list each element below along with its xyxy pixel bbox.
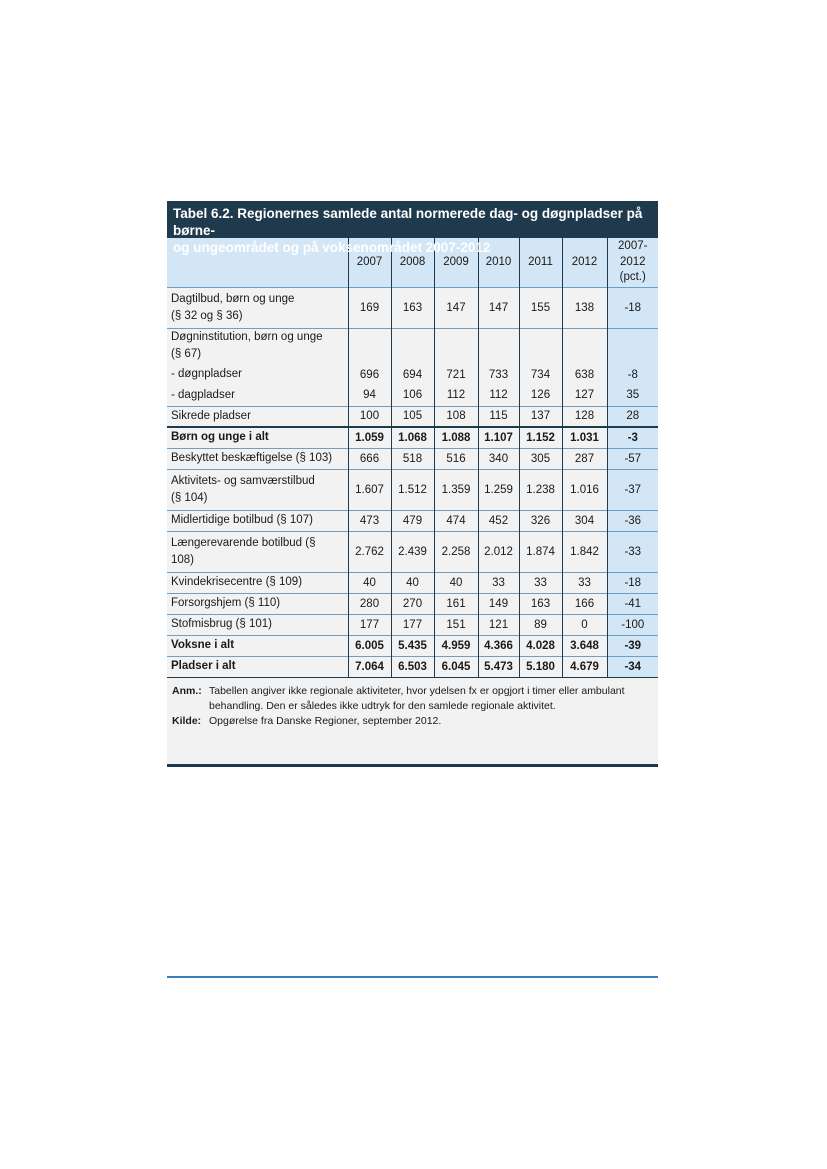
table-notes (167, 677, 658, 729)
row-label-line: 108) (171, 553, 195, 566)
value-cell: 161 (434, 593, 478, 614)
change-cell: -34 (607, 656, 658, 677)
value-cell: 138 (562, 287, 607, 328)
row-label-line: Midlertidige botilbud (§ 107) (171, 514, 313, 526)
change-cell: -18 (607, 287, 658, 328)
row-label-line: Pladser i alt (171, 660, 236, 673)
value-cell: 2.762 (348, 531, 391, 572)
table-row (167, 469, 658, 510)
row-label-line: Kvindekrisecentre (§ 109) (171, 576, 303, 588)
table-row (167, 427, 658, 448)
value-cell: 166 (562, 593, 607, 614)
value-cell: 108 (434, 406, 478, 427)
table-row (167, 385, 658, 406)
value-cell: 112 (434, 385, 478, 406)
value-cell: 100 (348, 406, 391, 427)
value-cell: 33 (519, 572, 562, 593)
value-cell: 1.088 (434, 427, 478, 448)
value-cell: 128 (562, 406, 607, 427)
value-cell: 2.012 (478, 531, 519, 572)
year-header: 2009 (434, 238, 478, 287)
row-label-line: Døgninstitution, børn og unge (171, 330, 323, 343)
value-cell: 126 (519, 385, 562, 406)
value-cell: 151 (434, 614, 478, 635)
value-cell: 6.045 (434, 656, 478, 677)
value-cell: 40 (391, 572, 434, 593)
value-cell: 696 (348, 364, 391, 385)
value-cell: 4.028 (519, 635, 562, 656)
note-key: Anm.: (172, 685, 202, 697)
row-label (167, 510, 348, 531)
table-row (167, 614, 658, 635)
table-row (167, 635, 658, 656)
value-cell: 4.366 (478, 635, 519, 656)
change-header (607, 238, 658, 287)
year-header: 2010 (478, 238, 519, 287)
change-cell: -57 (607, 448, 658, 469)
value-cell: 694 (391, 364, 434, 385)
table-row (167, 656, 658, 677)
row-label (167, 614, 348, 635)
value-cell: 1.842 (562, 531, 607, 572)
value-cell: 1.238 (519, 469, 562, 510)
row-label (167, 448, 348, 469)
table-row (167, 510, 658, 531)
value-cell: 638 (562, 364, 607, 385)
source-key: Kilde: (172, 715, 202, 727)
change-cell: -33 (607, 531, 658, 572)
change-cell: -3 (607, 427, 658, 448)
value-cell (478, 328, 519, 364)
value-cell: 4.679 (562, 656, 607, 677)
row-label-line: - døgnpladser (171, 368, 242, 380)
value-cell: 1.016 (562, 469, 607, 510)
row-label (167, 364, 348, 385)
table-row (167, 364, 658, 385)
year-header: 2008 (391, 238, 434, 287)
row-label (167, 593, 348, 614)
row-label-line: Børn og unge i alt (171, 431, 269, 444)
value-cell: 1.512 (391, 469, 434, 510)
row-label-line: Voksne i alt (171, 639, 235, 651)
year-header: 2011 (519, 238, 562, 287)
value-cell: 155 (519, 287, 562, 328)
value-cell: 40 (348, 572, 391, 593)
note-line-2: behandling. Den er således ikke udtryk for den samlede regionale aktivitet. (209, 699, 556, 712)
value-cell: 149 (478, 593, 519, 614)
value-cell: 270 (391, 593, 434, 614)
row-label (167, 328, 348, 364)
value-cell: 0 (562, 614, 607, 635)
row-label-line: (§ 32 og § 36) (171, 309, 243, 322)
value-cell: 163 (519, 593, 562, 614)
table-row (167, 406, 658, 427)
value-cell: 1.259 (478, 469, 519, 510)
value-cell: 1.031 (562, 427, 607, 448)
change-header-line: 2007- (618, 240, 648, 252)
value-cell: 516 (434, 448, 478, 469)
value-cell: 518 (391, 448, 434, 469)
row-label (167, 469, 348, 510)
value-cell: 280 (348, 593, 391, 614)
value-cell: 112 (478, 385, 519, 406)
change-cell: -37 (607, 469, 658, 510)
value-cell: 177 (391, 614, 434, 635)
year-header: 2012 (562, 238, 607, 287)
source-text: Opgørelse fra Danske Regioner, september 2012. (209, 715, 442, 727)
row-label-line: Aktivitets- og samværstilbud (171, 474, 315, 487)
value-cell: 4.959 (434, 635, 478, 656)
row-label (167, 656, 348, 677)
value-cell: 479 (391, 510, 434, 531)
value-cell: 169 (348, 287, 391, 328)
data-table (167, 238, 658, 677)
value-cell: 147 (434, 287, 478, 328)
value-cell: 734 (519, 364, 562, 385)
change-header-line: (pct.) (619, 271, 646, 283)
row-label-line: Dagtilbud, børn og unge (171, 292, 295, 305)
value-cell: 1.607 (348, 469, 391, 510)
table-row (167, 287, 658, 328)
value-cell: 473 (348, 510, 391, 531)
row-label (167, 572, 348, 593)
value-cell: 287 (562, 448, 607, 469)
change-cell: -39 (607, 635, 658, 656)
change-cell: -41 (607, 593, 658, 614)
value-cell: 6.503 (391, 656, 434, 677)
row-label-line: Stofmisbrug (§ 101) (171, 618, 272, 630)
data-table-box (167, 201, 658, 767)
row-label-line: Forsorgshjem (§ 110) (171, 597, 281, 609)
value-cell (434, 328, 478, 364)
value-cell: 105 (391, 406, 434, 427)
note-line-1: Tabellen angiver ikke regionale aktiviteter, hvor ydelsen fx er opgjort i timer eller ambulant (209, 685, 625, 697)
change-cell: 28 (607, 406, 658, 427)
value-cell: 115 (478, 406, 519, 427)
value-cell: 3.648 (562, 635, 607, 656)
value-cell: 2.439 (391, 531, 434, 572)
value-cell (562, 328, 607, 364)
change-cell: -18 (607, 572, 658, 593)
row-label (167, 406, 348, 427)
value-cell: 33 (562, 572, 607, 593)
value-cell: 163 (391, 287, 434, 328)
row-label-line: (§ 104) (171, 491, 208, 504)
change-cell: -36 (607, 510, 658, 531)
row-label (167, 635, 348, 656)
value-cell: 304 (562, 510, 607, 531)
row-label-line: Beskyttet beskæftigelse (§ 103) (171, 452, 333, 464)
value-cell: 106 (391, 385, 434, 406)
row-label (167, 385, 348, 406)
value-cell: 94 (348, 385, 391, 406)
table-row (167, 328, 658, 364)
value-cell: 1.068 (391, 427, 434, 448)
row-label-line: Længerevarende botilbud (§ (171, 536, 316, 549)
value-cell: 177 (348, 614, 391, 635)
row-label-line: Sikrede pladser (171, 409, 251, 422)
value-cell: 40 (434, 572, 478, 593)
year-header: 2007 (348, 238, 391, 287)
row-label (167, 427, 348, 448)
value-cell: 1.107 (478, 427, 519, 448)
table-title-line-2: og ungeområdet og på voksenområdet 2007-2012 (173, 240, 491, 255)
table-row (167, 593, 658, 614)
row-label (167, 531, 348, 572)
footer-rule (167, 976, 658, 978)
value-cell: 340 (478, 448, 519, 469)
value-cell: 305 (519, 448, 562, 469)
value-cell: 1.152 (519, 427, 562, 448)
change-cell: -100 (607, 614, 658, 635)
row-label (167, 287, 348, 328)
value-cell (348, 328, 391, 364)
value-cell: 89 (519, 614, 562, 635)
value-cell: 147 (478, 287, 519, 328)
value-cell: 1.874 (519, 531, 562, 572)
value-cell: 1.359 (434, 469, 478, 510)
table-row (167, 531, 658, 572)
value-cell: 1.059 (348, 427, 391, 448)
row-label-line: (§ 67) (171, 347, 202, 360)
change-cell (607, 328, 658, 364)
value-cell: 121 (478, 614, 519, 635)
value-cell: 6.005 (348, 635, 391, 656)
value-cell: 474 (434, 510, 478, 531)
value-cell: 5.180 (519, 656, 562, 677)
value-cell: 452 (478, 510, 519, 531)
value-cell: 127 (562, 385, 607, 406)
value-cell: 2.258 (434, 531, 478, 572)
change-cell: 35 (607, 385, 658, 406)
value-cell: 326 (519, 510, 562, 531)
value-cell: 733 (478, 364, 519, 385)
row-label-line: - dagpladser (171, 388, 235, 401)
value-cell: 33 (478, 572, 519, 593)
value-cell: 7.064 (348, 656, 391, 677)
value-cell: 666 (348, 448, 391, 469)
table-row (167, 448, 658, 469)
table-title (167, 201, 658, 255)
change-header-line: 2012 (619, 255, 646, 268)
table-title-line-1: Tabel 6.2. Regionernes samlede antal normerede dag- og døgnpladser på børne- (173, 206, 643, 238)
value-cell: 137 (519, 406, 562, 427)
value-cell (519, 328, 562, 364)
value-cell (391, 328, 434, 364)
value-cell: 5.473 (478, 656, 519, 677)
value-cell: 5.435 (391, 635, 434, 656)
table-row (167, 572, 658, 593)
change-cell: -8 (607, 364, 658, 385)
value-cell: 721 (434, 364, 478, 385)
